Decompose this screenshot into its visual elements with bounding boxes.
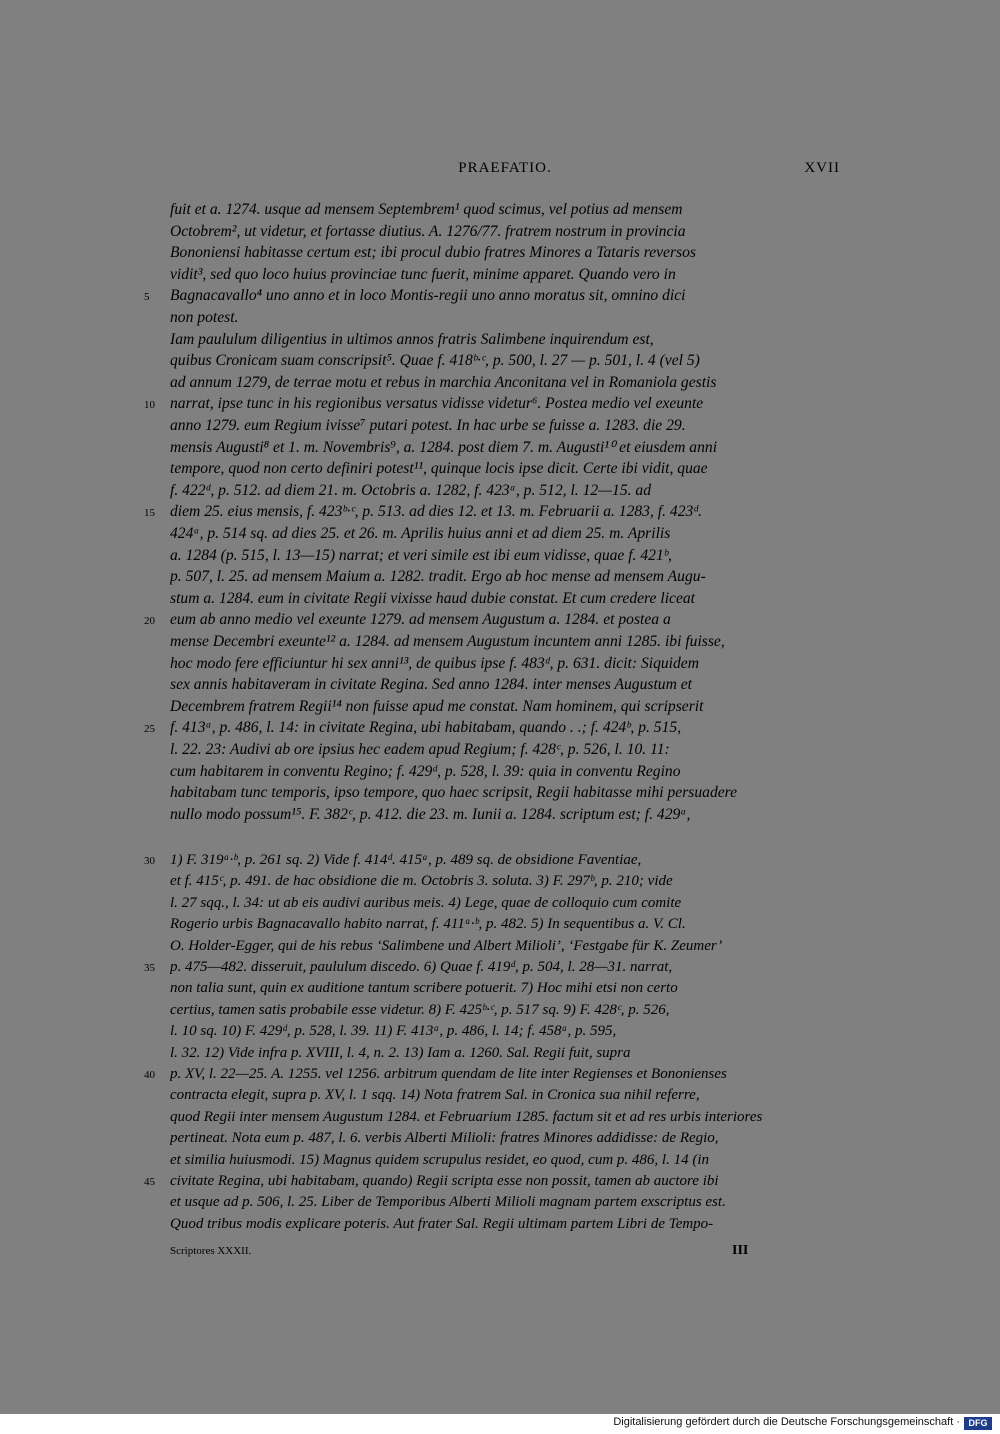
footnote-line: certius, tamen satis probabile esse videtur. 8) F. 425ᵇ·ᶜ, p. 517 sq. 9) F. 428ᶜ, p. 526, — [170, 1001, 670, 1018]
footnote-line: l. 10 sq. 10) F. 429ᵈ, p. 528, l. 39. 11) F. 413ᵃ, p. 486, l. 14; f. 458ᵃ, p. 595, — [170, 1023, 617, 1040]
footnote-line: et f. 415ᶜ, p. 491. de hac obsidione die m. Octobris 3. soluta. 3) F. 297ᵇ, p. 210; vide — [170, 873, 673, 890]
footnote-line: p. 475—482. disseruit, paululum discedo. 6) Quae f. 419ᵈ, p. 504, l. 28—31. narrat, — [170, 959, 673, 975]
footnote-line: p. XV, l. 22—25. A. 1255. vel 1256. arbitrum quendam de lite inter Regienses et Bononienses — [170, 1066, 727, 1082]
body-line: l. 22. 23: Audivi ab ore ipsius hec eadem apud Regium; f. 428ᶜ, p. 526, l. 10. 11: — [170, 741, 670, 758]
line-number: 30 — [144, 855, 155, 867]
body-line: narrat, ipse tunc in his regionibus versatus vidisse videtur⁶. Postea medio vel exeunte — [170, 395, 704, 413]
body-line: Bagnacavallo⁴ uno anno et in loco Montis-regii uno anno moratus sit, omnino dici — [170, 287, 686, 305]
footnote-line: pertineat. Nota eum p. 487, l. 6. verbis Alberti Milioli: fratres Minores addidisse: de Regio, — [170, 1130, 719, 1147]
footnote-line: Rogerio urbis Bagnacavallo habito narrat, f. 411ᵃ·ᵇ, p. 482. 5) In sequentibus a. V. Cl. — [170, 916, 686, 933]
body-line: tempore, quod non certo definiri potest¹¹, quinque locis ipse dicit. Certe ibi vidit, quae — [170, 460, 708, 478]
body-line: quibus Cronicam suam conscripsit⁵. Quae f. 418ᵇ·ᶜ, p. 500, l. 27 — p. 501, l. 4 (vel 5) — [170, 352, 700, 370]
line-number: 10 — [144, 399, 155, 412]
footnote-line: et usque ad p. 506, l. 25. Liber de Temporibus Alberti Milioli magnam partem exscriptus est. — [170, 1194, 726, 1211]
body-line: habitabam tunc temporis, ipso tempore, quo haec scripsit, Regii habitasse mihi persuadere — [170, 784, 738, 802]
body-line: f. 413ᵃ, p. 486, l. 14: in civitate Regina, ubi habitabam, quando . .; f. 424ᵇ, p. 515, — [170, 719, 682, 737]
digitization-footer — [0, 1414, 1000, 1434]
body-line: non potest. — [170, 309, 239, 326]
body-line: cum habitarem in conventu Regino; f. 429ᵈ, p. 528, l. 39: quia in conventu Regino — [170, 762, 681, 780]
footnote-line: Quod tribus modis explicare poteris. Aut frater Sal. Regii ultimam partem Libri de Tempo- — [170, 1215, 714, 1232]
footnote-line: et similia huiusmodi. 15) Magnus quidem scrupulus residet, eo quod, cum p. 486, l. 14 (in — [170, 1151, 709, 1168]
body-line: eum ab anno medio vel exeunte 1279. ad mensem Augustum a. 1284. et postea a — [170, 611, 671, 629]
running-title: PRAEFATIO. — [458, 160, 552, 176]
line-number: 25 — [144, 723, 155, 736]
body-line: mensis Augusti⁸ et 1. m. Novembris⁹, a. 1284. post diem 7. m. Augusti¹⁰ et eiusdem anni — [170, 438, 718, 456]
line-number: 5 — [144, 291, 150, 304]
footnote-line: quod Regii inter mensem Augustum 1284. et Februarium 1285. factum sit et ad res urbis interiores — [170, 1108, 763, 1125]
body-line: Bononiensi habitasse certum est; ibi procul dubio fratres Minores a Tataris reversos — [170, 244, 696, 262]
body-line: stum a. 1284. eum in civitate Regii vixisse haud dubie constat. Et cum credere liceat — [170, 589, 696, 607]
body-line: Octobrem², ut videtur, et fortasse diutius. A. 1276/77. fratrem nostrum in provincia — [170, 222, 686, 240]
body-line: a. 1284 (p. 515, l. 13—15) narrat; et veri simile est ibi eum vidisse, quae f. 421ᵇ, — [170, 546, 672, 564]
body-line: mense Decembri exeunte¹² a. 1284. ad mensem Augustum incuntem anni 1285. ibi fuisse, — [170, 633, 725, 650]
body-line: diem 25. eius mensis, f. 423ᵇ·ᶜ, p. 513. ad dies 12. et 13. m. Februarii a. 1283, f. 423ᵈ. — [170, 503, 703, 521]
footnote-line: contracta elegit, supra p. XV, l. 1 sqq. 14) Nota fratrem Sal. in Cronica sua nihil referre, — [170, 1087, 700, 1104]
page-number: XVII — [804, 160, 840, 176]
body-line: f. 422ᵈ, p. 512. ad diem 21. m. Octobris a. 1282, f. 423ᵃ, p. 512, l. 12—15. ad — [170, 481, 652, 499]
line-number: 35 — [144, 962, 155, 974]
body-line: ad annum 1279, de terrae motu et rebus in marchia Anconitana vel in Romaniola gestis — [170, 373, 717, 391]
line-number: 40 — [144, 1069, 155, 1081]
body-line: fuit et a. 1274. usque ad mensem Septembrem¹ quod scimus, vel potius ad mensem — [170, 201, 683, 218]
body-line: anno 1279. eum Regium ivisse⁷ putari potest. In hac urbe se fuisse a. 1283. die 29. — [170, 417, 686, 434]
footnote-line: l. 27 sqq., l. 34: ut ab eis audivi auribus meis. 4) Lege, quae de colloquio cum comite — [170, 894, 682, 911]
body-line: 424ᵃ, p. 514 sq. ad dies 25. et 26. m. Aprilis huius anni et ad diem 25. m. Aprilis — [170, 525, 671, 542]
page-header — [170, 160, 840, 184]
body-line: hoc modo fere efficiuntur hi sex anni¹³, de quibus ipse f. 483ᵈ, p. 631. dicit: Siquidem — [170, 654, 699, 672]
signature-left: Scriptores XXXII. — [170, 1245, 252, 1257]
signature-line — [170, 1240, 770, 1262]
body-line: vidit³, sed quo loco huius provinciae tunc fuerit, minime apparet. Quando vero in — [170, 265, 676, 283]
footer-credit: Digitalisierung gefördert durch die Deutsche Forschungsgemeinschaft · — [613, 1416, 960, 1428]
line-number: 15 — [144, 507, 155, 520]
signature-right: III — [732, 1243, 749, 1258]
footnote-line: 1) F. 319ᵃ·ᵇ, p. 261 sq. 2) Vide f. 414ᵈ. 415ᵃ, p. 489 sq. de obsidione Faventiae, — [170, 852, 642, 868]
body-line: Iam paululum diligentius in ultimos annos fratris Salimbene inquirendum est, — [170, 330, 654, 348]
line-number: 20 — [144, 615, 155, 628]
dfg-logo: DFG — [964, 1417, 992, 1430]
body-line: nullo modo possum¹⁵. F. 382ᶜ, p. 412. die 23. m. Iunii a. 1284. scriptum est; f. 429ᵃ, — [170, 805, 691, 823]
footnote-line: non talia sunt, quin ex auditione tantum scribere potuerit. 7) Hoc mihi etsi non certo — [170, 980, 678, 997]
line-number: 45 — [144, 1176, 155, 1188]
footnote-line: O. Holder-Egger, qui de his rebus ‘Salimbene und Albert Milioli’, ‘Festgabe für K. Zeumer’ — [170, 937, 723, 954]
footnote-line: civitate Regina, ubi habitabam, quando) Regii scripta esse non possit, tamen ab auctore ibi — [170, 1173, 719, 1189]
body-line: sex annis habitaveram in civitate Regina. Sed anno 1284. inter menses Augustum et — [170, 676, 693, 694]
body-line: Decembrem fratrem Regii¹⁴ non fuisse apud me constat. Nam hominem, qui scripserit — [170, 697, 704, 715]
body-line: p. 507, l. 25. ad mensem Maium a. 1282. tradit. Ergo ab hoc mense ad mensem Augu- — [170, 568, 706, 586]
footnote-line: l. 32. 12) Vide infra p. XVIII, l. 4, n. 2. 13) Iam a. 1260. Sal. Regii fuit, supra — [170, 1044, 631, 1061]
